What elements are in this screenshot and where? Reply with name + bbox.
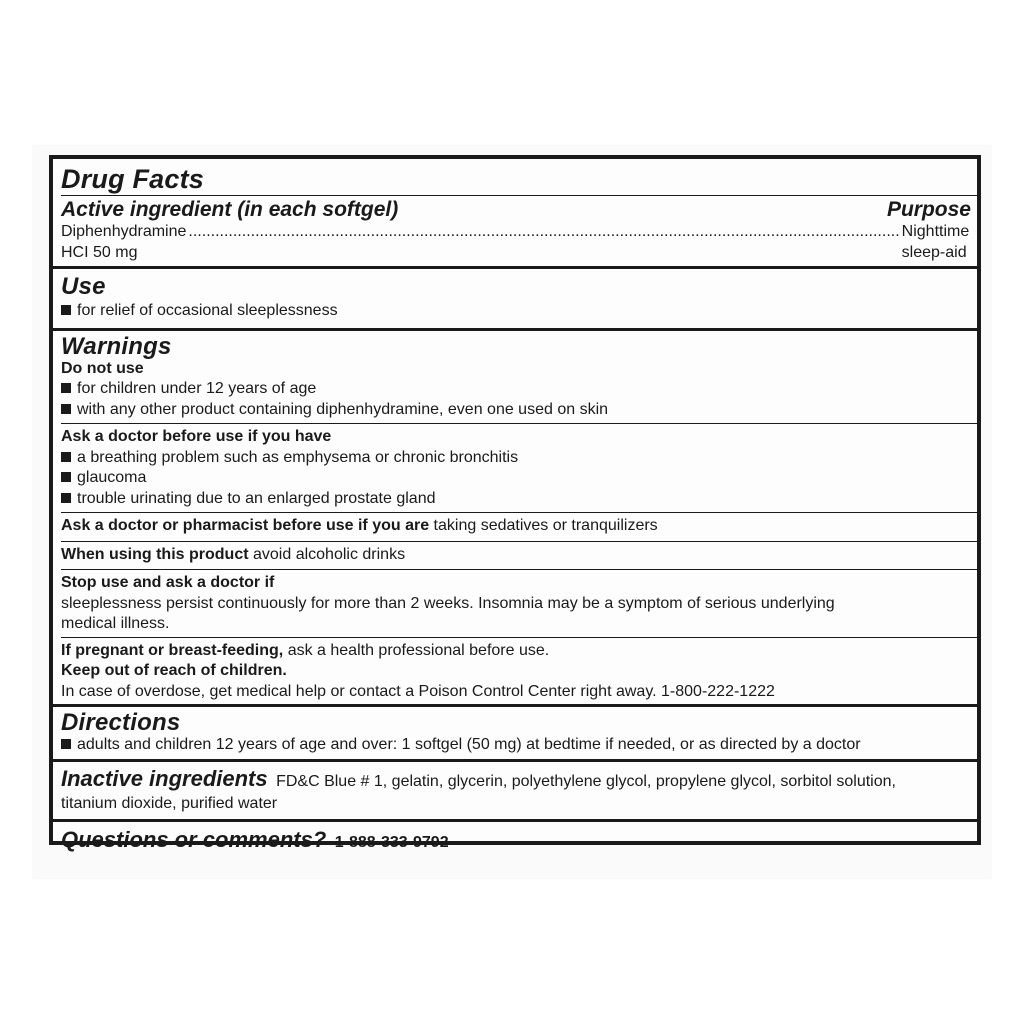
inactive-heading: Inactive ingredients bbox=[61, 765, 268, 791]
keep-out-text: In case of overdose, get medical help or contact a Poison Control Center right away. 1-800-222-1222 bbox=[61, 682, 775, 700]
leader-dots: ................................................................................................................................................................ bbox=[188, 223, 900, 240]
directions-heading: Directions bbox=[61, 709, 181, 736]
questions-section bbox=[61, 822, 971, 858]
questions-phone: 1-888-333-9792 bbox=[330, 834, 449, 851]
use-item: for relief of occasional sleeplessness bbox=[61, 301, 971, 322]
stop-use-text: medical illness. bbox=[61, 615, 170, 632]
pregnant-line: If pregnant or breast-feeding, ask a health professional before use. bbox=[61, 641, 550, 659]
inactive-ingredients-section bbox=[61, 762, 971, 820]
do-not-use-heading: Do not use bbox=[61, 359, 144, 377]
bullet-icon bbox=[61, 305, 71, 315]
purpose-heading: Purpose bbox=[886, 198, 971, 221]
ask-doctor-item: a breathing problem such as emphysema or chronic bronchitis bbox=[61, 448, 971, 469]
questions-line bbox=[61, 828, 971, 855]
bullet-icon bbox=[61, 493, 71, 503]
use-heading: Use bbox=[61, 273, 106, 300]
stop-use-text: sleeplessness persist continuously for more than 2 weeks. Insomnia may be a symptom of serious underlying bbox=[61, 594, 835, 612]
active-ingredient-purpose: Nighttime sleep-aid bbox=[901, 223, 970, 261]
ask-doctor-heading: Ask a doctor before use if you have bbox=[61, 428, 332, 445]
pregnant-block bbox=[61, 638, 971, 703]
ask-doctor-block bbox=[61, 424, 971, 512]
warnings-heading: Warnings bbox=[61, 332, 172, 360]
drug-facts-panel bbox=[49, 155, 981, 852]
when-using-line: When using this product avoid alcoholic drinks bbox=[61, 545, 406, 563]
active-ingredient-section bbox=[61, 196, 971, 266]
active-ingredient-heading: Active ingredient (in each softgel) bbox=[61, 198, 399, 221]
bullet-icon bbox=[61, 472, 71, 482]
stop-use-block bbox=[61, 570, 971, 637]
use-section bbox=[61, 269, 971, 328]
inactive-line: Inactive ingredients FD&C Blue # 1, gelatin, glycerin, polyethylene glycol, propylene glycol, sorbitol solution, bbox=[61, 765, 896, 791]
keep-out-heading: Keep out of reach of children. bbox=[61, 662, 287, 679]
drug-facts-title: Drug Facts bbox=[61, 164, 205, 194]
bullet-icon bbox=[61, 452, 71, 462]
ask-doctor-item: glaucoma bbox=[61, 468, 971, 489]
do-not-use-item: for children under 12 years of age bbox=[61, 379, 971, 400]
inactive-line: titanium dioxide, purified water bbox=[61, 794, 278, 812]
warnings-section bbox=[61, 331, 971, 705]
questions-heading: Questions or comments? bbox=[61, 827, 327, 852]
directions-item: adults and children 12 years of age and over: 1 softgel (50 mg) at bedtime if needed, or as directed by a doctor bbox=[61, 735, 971, 756]
ask-pharmacist-line: Ask a doctor or pharmacist before use if you are taking sedatives or tranquilizers bbox=[61, 517, 658, 534]
directions-section bbox=[61, 707, 971, 759]
active-ingredient-name: Diphenhydramine HCI 50 mg bbox=[61, 223, 187, 261]
bullet-icon bbox=[61, 383, 71, 393]
active-header-row bbox=[61, 198, 971, 222]
active-ingredient-row bbox=[61, 222, 971, 263]
bullet-icon bbox=[61, 739, 71, 749]
stop-use-heading: Stop use and ask a doctor if bbox=[61, 574, 275, 591]
bullet-icon bbox=[61, 404, 71, 414]
ask-doctor-item: trouble urinating due to an enlarged prostate gland bbox=[61, 489, 971, 510]
do-not-use-item: with any other product containing diphenhydramine, even one used on skin bbox=[61, 400, 971, 424]
